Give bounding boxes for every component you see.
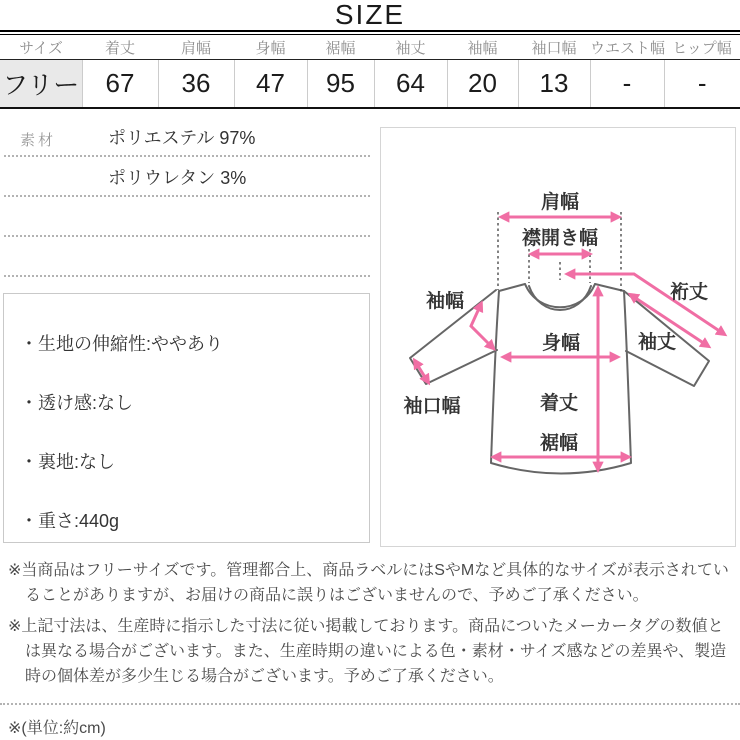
page-title: SIZE <box>334 0 406 30</box>
garment-measurement-diagram <box>381 128 735 546</box>
diagram-box <box>380 127 736 547</box>
unit-note: ※(単位:約cm) <box>8 720 106 737</box>
label-yuki-length: 裄丈 <box>669 282 709 303</box>
right-column <box>380 117 736 547</box>
label-shoulder-width: 肩幅 <box>540 192 580 213</box>
left-column <box>0 117 372 547</box>
detail-item-stretch: ・生地の伸縮性:ややあり <box>20 334 223 354</box>
label-body-length: 着丈 <box>539 393 579 414</box>
size-table-row <box>0 60 740 109</box>
label-hem-width: 裾幅 <box>539 433 579 454</box>
material-value: ポリエステル 97% <box>108 128 256 148</box>
detail-item-sheerness: ・透け感:なし <box>20 393 134 413</box>
note-measurement-disclaimer: ※上記寸法は、生産時に指示した寸法に従い掲載しております。商品についたメーカータグの数値とは異なる場合がございます。また、生産時期の違いによる色・素材・サイズ感などの差異や、製造時の個体差が多少生じる場合がございます。予めご了承ください。 <box>8 618 727 685</box>
content-area <box>0 117 740 547</box>
column-header-cuff-width: 袖口幅 <box>518 35 590 60</box>
size-value-cell: 20 <box>447 60 518 109</box>
size-value-cell: 36 <box>158 60 234 109</box>
material-value: ポリウレタン 3% <box>108 168 247 188</box>
note-free-size: ※当商品はフリーサイズです。管理都合上、商品ラベルにはSやMなど具体的なサイズが表示されていることがありますが、お届けの商品に誤りはございませんので、予めご了承ください。 <box>8 562 729 604</box>
material-row <box>4 157 370 197</box>
column-header-sleeve-length: 袖丈 <box>374 35 447 60</box>
column-header-hem-width: 裾幅 <box>307 35 374 60</box>
size-value-cell: 95 <box>307 60 374 109</box>
size-value-cell: 47 <box>234 60 307 109</box>
detail-item-weight: ・重さ:440g <box>20 511 120 531</box>
size-value-cell: 64 <box>374 60 447 109</box>
size-value-cell: 13 <box>518 60 590 109</box>
column-header-shoulder-width: 肩幅 <box>158 35 234 60</box>
size-value-cell: - <box>664 60 740 109</box>
size-value-cell: - <box>590 60 664 109</box>
arrow-cuff-width <box>415 361 428 382</box>
column-header-body-length: 着丈 <box>82 35 158 60</box>
material-row-empty <box>4 237 370 277</box>
column-header-waist-width: ウエスト幅 <box>590 35 664 60</box>
material-label: 素材 <box>20 132 57 149</box>
label-sleeve-length: 袖丈 <box>637 332 677 353</box>
column-header-sleeve-width: 袖幅 <box>447 35 518 60</box>
material-row-empty <box>4 197 370 237</box>
detail-item-lining: ・裏地:なし <box>20 452 116 472</box>
material-row <box>4 117 370 157</box>
arrow-sleeve-width <box>471 304 493 348</box>
label-body-width: 身幅 <box>541 333 581 354</box>
notes-section <box>0 558 740 689</box>
size-table <box>0 35 740 109</box>
label-neck-opening-width: 襟開き幅 <box>521 228 599 249</box>
size-value-cell: 67 <box>82 60 158 109</box>
column-header-size: サイズ <box>0 35 82 60</box>
size-table-header-row <box>0 35 740 60</box>
label-sleeve-width: 袖幅 <box>425 291 465 312</box>
label-cuff-width: 袖口幅 <box>403 396 461 417</box>
column-header-hip-width: ヒップ幅 <box>664 35 740 60</box>
details-box <box>3 293 370 543</box>
size-name-cell: フリー <box>0 60 82 109</box>
column-header-body-width: 身幅 <box>234 35 307 60</box>
